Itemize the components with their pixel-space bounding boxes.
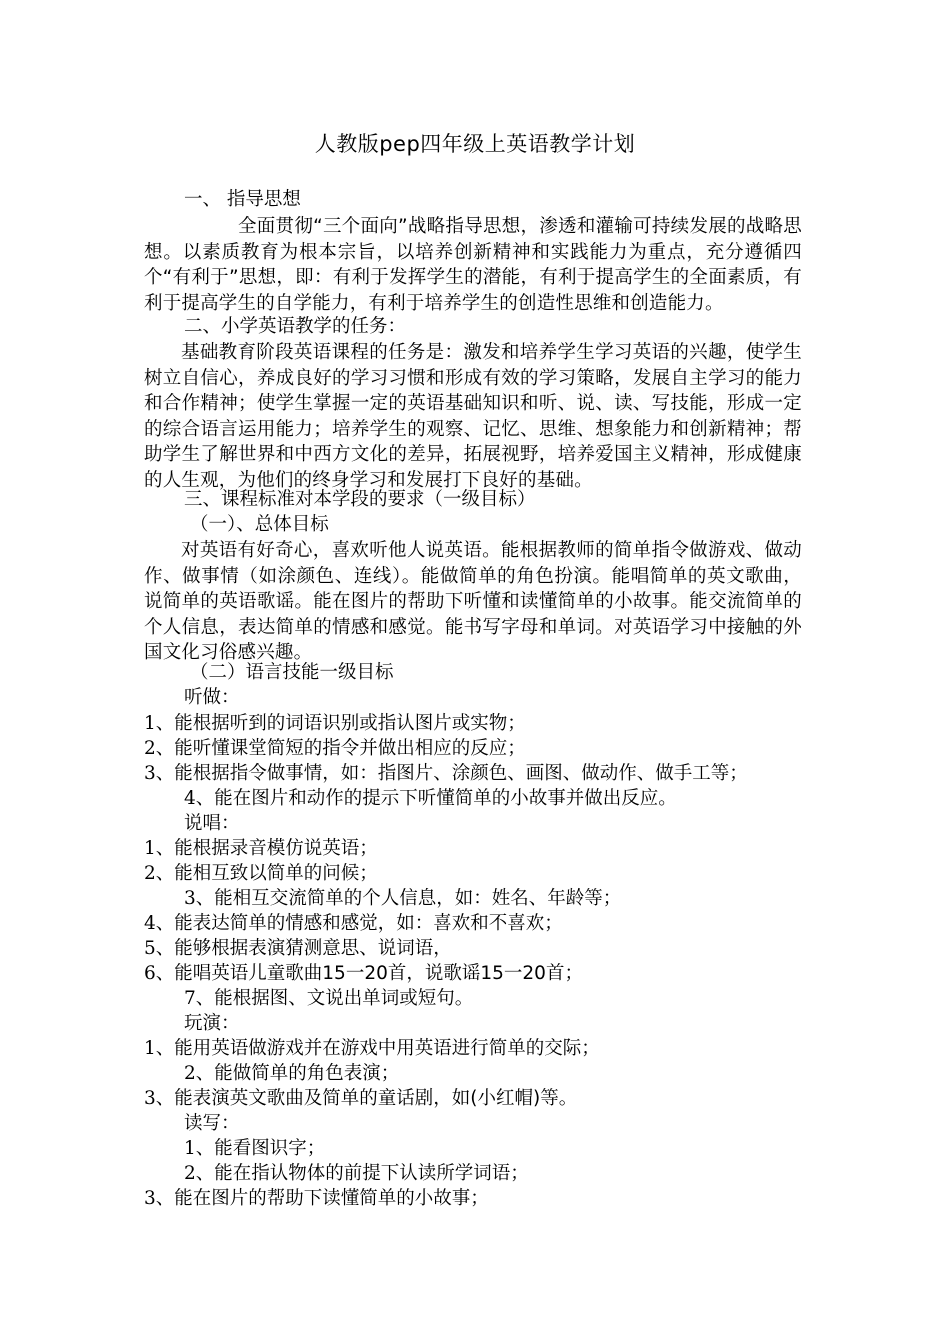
section-heading-guiding-ideology: 一、 指导思想 (184, 189, 301, 210)
skill-label-play-act: 玩演： (184, 1013, 240, 1034)
list-item: 4、能在图片和动作的提示下听懂简单的小故事并做出反应。 (184, 788, 677, 809)
list-item: 1、能根据录音模仿说英语； (144, 838, 378, 859)
subsection-paragraph-overall-goals: 对英语有好奇心，喜欢听他人说英语。能根据教师的简单指令做游戏、做动作、做事情（如涂颜色、连线）。能做简单的角色扮演。能唱简单的英文歌曲，说简单的英语歌谣。能在图片的帮助下听懂和读懂简单的小故事。能交流简单的个人信息，表达简单的情感和感觉。能书写字母和单词。对英语学习中接触的外国文化习俗感兴趣。 (144, 540, 802, 664)
list-item: 2、能在指认物体的前提下认读所学词语； (184, 1163, 529, 1184)
skill-label-speak-sing: 说唱： (184, 813, 240, 834)
list-item: 2、能听懂课堂简短的指令并做出相应的反应； (144, 738, 526, 759)
subsection-heading-overall-goals: （一）、总体目标 (190, 514, 329, 535)
subsection-heading-language-skills: （二）语言技能一级目标 (190, 662, 394, 683)
list-item: 4、能表达简单的情感和感觉，如：喜欢和不喜欢； (144, 913, 563, 934)
skill-label-read-write: 读写： (184, 1113, 240, 1134)
list-item: 3、能相互交流简单的个人信息，如：姓名、年龄等； (184, 888, 622, 909)
list-item: 1、能看图识字； (184, 1138, 326, 1159)
section-heading-curriculum-standards: 三、课程标准对本学段的要求（一级目标） (184, 489, 536, 510)
list-item: 1、能根据听到的词语识别或指认图片或实物； (144, 713, 526, 734)
list-item: 1、能用英语做游戏并在游戏中用英语进行简单的交际； (144, 1038, 600, 1059)
list-item: 2、能相互致以简单的问候； (144, 863, 378, 884)
list-item: 3、能表演英文歌曲及简单的童话剧，如(小红帽)等。 (144, 1088, 578, 1109)
section-heading-teaching-tasks: 二、小学英语教学的任务： (184, 316, 407, 337)
section-paragraph-teaching-tasks: 基础教育阶段英语课程的任务是：激发和培养学生学习英语的兴趣，使学生树立自信心，养成良好的学习习惯和形成有效的学习策略，发展自主学习的能力和合作精神；使学生掌握一定的英语基础知识和听、说、读、写技能，形成一定的综合语言运用能力；培养学生的观察、记忆、思维、想象能力和创新精神；帮助学生了解世界和中西方文化的差异，拓展视野，培养爱国主义精神，形成健康的人生观，为他们的终身学习和发展打下良好的基础。 (144, 342, 802, 491)
list-item: 2、能做简单的角色表演； (184, 1063, 400, 1084)
list-item: 5、能够根据表演猜测意思、说词语， (144, 938, 452, 959)
list-item: 3、能根据指令做事情，如：指图片、涂颜色、画图、做动作、做手工等； (144, 763, 748, 784)
list-item: 3、能在图片的帮助下读懂简单的小故事； (144, 1188, 489, 1209)
list-item: 7、能根据图、文说出单词或短句。 (184, 988, 474, 1009)
list-item: 6、能唱英语儿童歌曲15一20首，说歌谣15一20首； (144, 963, 583, 984)
section-paragraph-guiding-ideology: 全面贯彻“三个面向”战略指导思想，渗透和灌输可持续发展的战略思想。以素质教育为根本宗旨，以培养创新精神和实践能力为重点，充分遵循四个“有利于”思想，即：有利于发挥学生的潜能，有利于提高学生的全面素质，有利于提高学生的自学能力，有利于培养学生的创造性思维和创造能力。 (144, 216, 802, 314)
skill-label-listen-do: 听做： (184, 687, 240, 708)
document-title: 人教版pep四年级上英语教学计划 (314, 132, 636, 156)
